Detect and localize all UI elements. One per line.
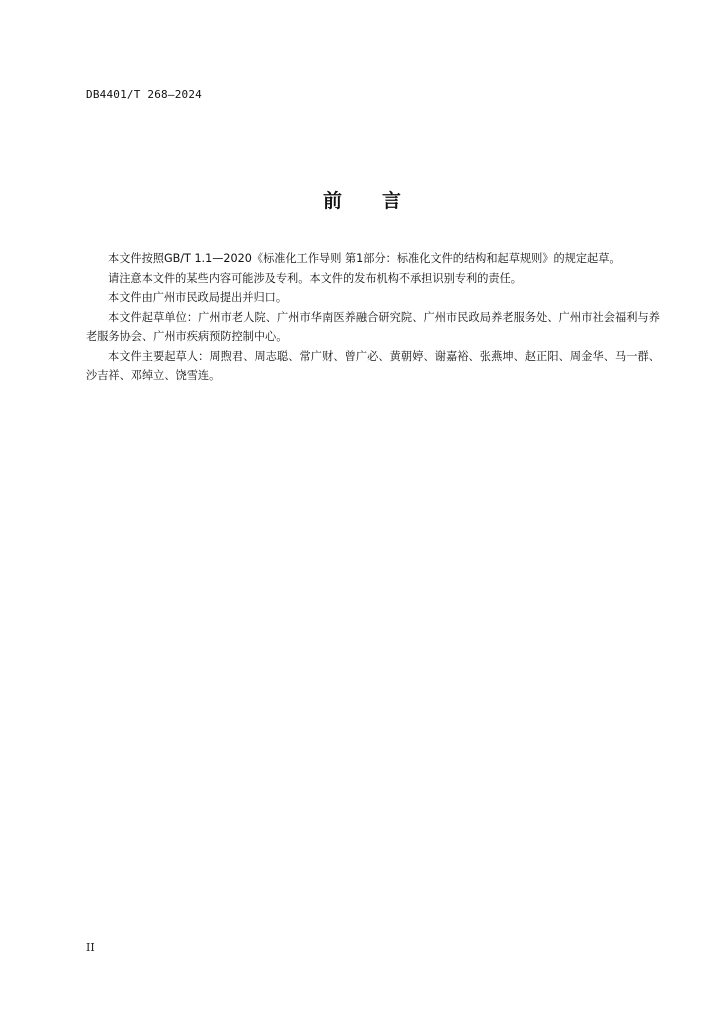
- paragraph-drafting-units: 本文件起草单位：广州市老人院、广州市华南医养融合研究院、广州市民政局养老服务处、广州市社会福利与养老服务协会、广州市疾病预防控制中心。: [86, 310, 660, 343]
- document-code: DB4401/T 268—2024: [86, 88, 202, 101]
- paragraph-patent-notice: 请注意本文件的某些内容可能涉及专利。本文件的发布机构不承担识别专利的责任。: [108, 271, 522, 285]
- foreword-body: [86, 249, 660, 386]
- section-title: 前言: [322, 190, 441, 212]
- paragraph-proposer: 本文件由广州市民政局提出并归口。: [108, 291, 288, 304]
- paragraph-drafting-rules: 本文件按照GB/T 1.1—2020《标准化工作导则 第1部分：标准化文件的结构和起草规则》的规定起草。: [108, 252, 621, 265]
- page-number: II: [86, 941, 95, 954]
- paragraph-drafters: 本文件主要起草人：周煦君、周志聪、常广财、曾广必、黄朝婷、谢嘉裕、张燕坤、赵正阳、周金华、马一群、沙吉祥、邓绰立、饶雪连。: [86, 349, 660, 382]
